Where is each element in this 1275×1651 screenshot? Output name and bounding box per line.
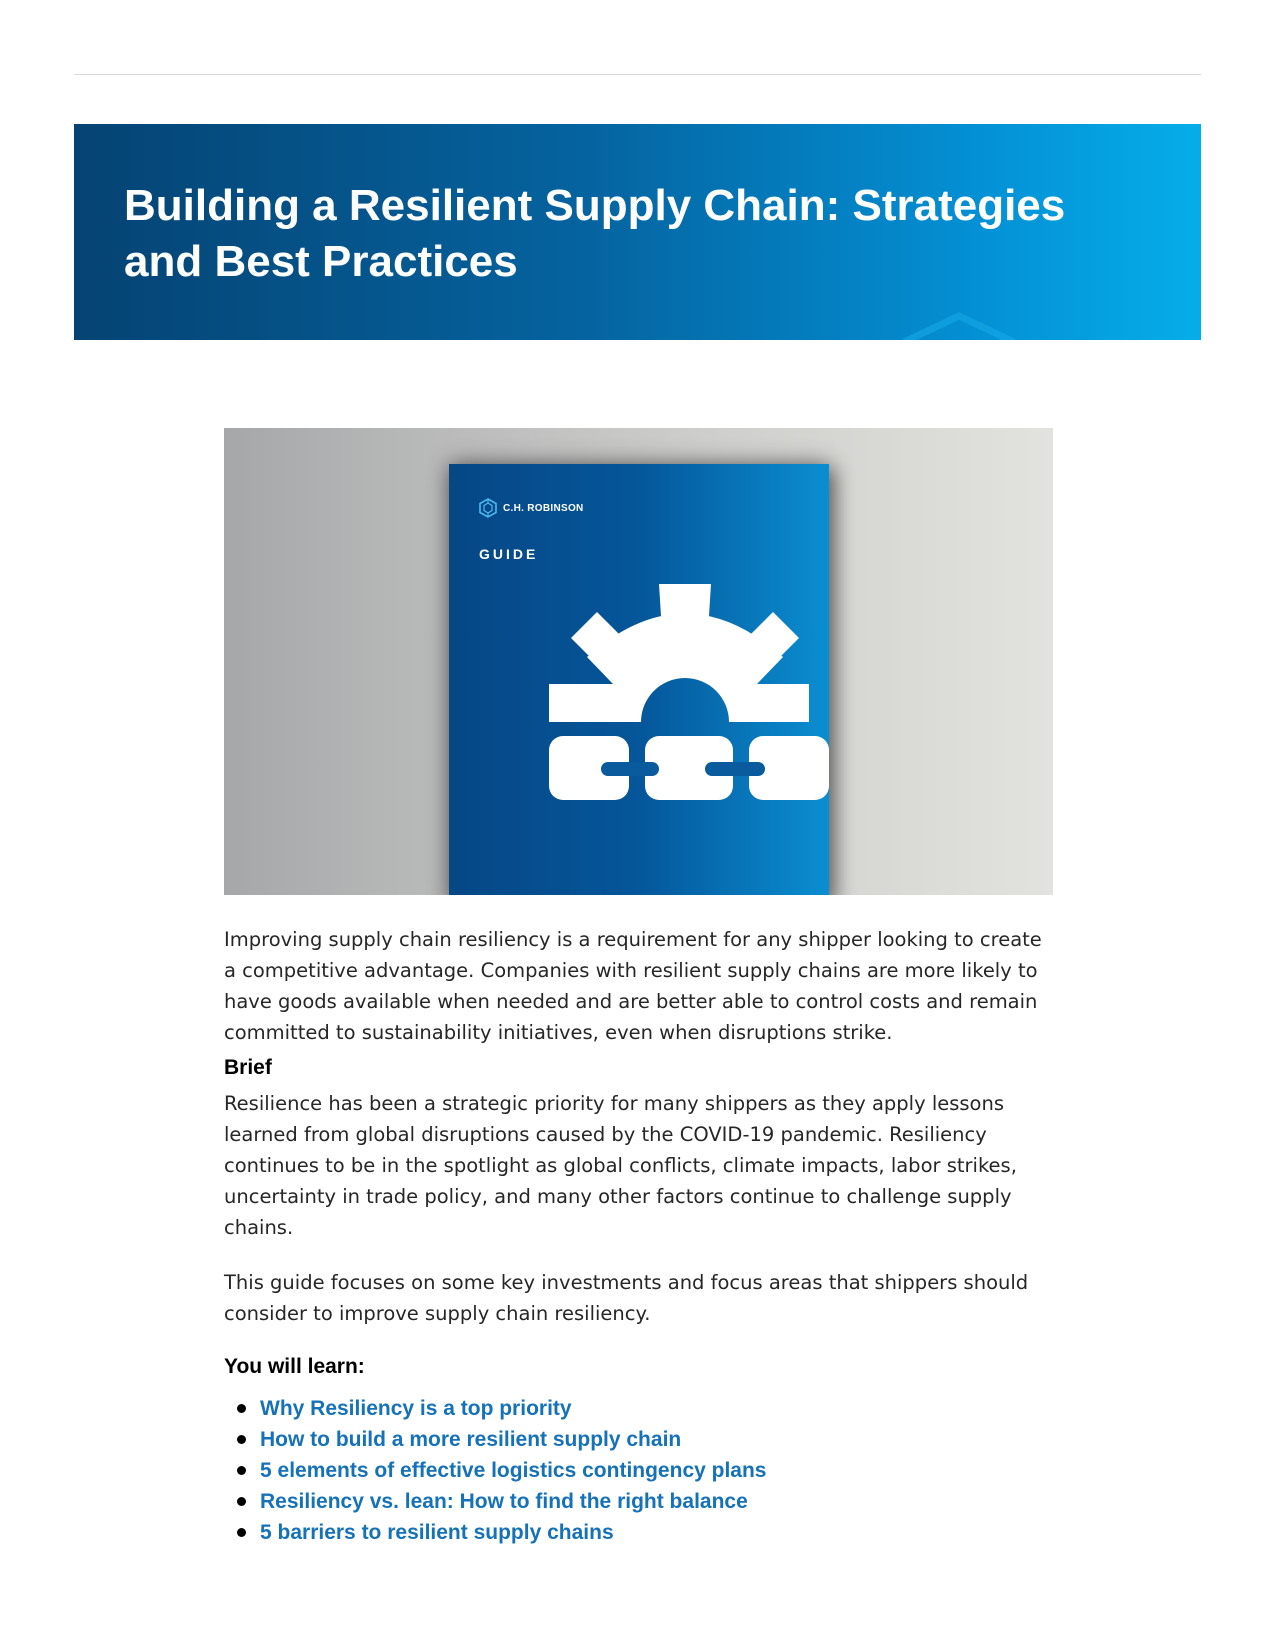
gear-chain-icon xyxy=(549,572,829,802)
guide-cover-image xyxy=(224,428,1053,895)
learn-link-barriers[interactable]: 5 barriers to resilient supply chains xyxy=(260,1521,614,1544)
guide-book xyxy=(449,464,829,895)
hexagon-logo-icon xyxy=(479,498,497,518)
list-item xyxy=(224,1393,1054,1424)
learn-link-build-resilient[interactable]: How to build a more resilient supply chain xyxy=(260,1428,682,1451)
chevron-decoration-icon xyxy=(884,312,1034,340)
intro-paragraph: Improving supply chain resiliency is a requirement for any shipper looking to create a competitive advantage. Companies with resilient supply chains are more likely to have goods available when needed and are better able to control costs and remain committed to sustainability initiatives, even when disruptions strike. xyxy=(224,928,1042,1044)
top-divider xyxy=(74,74,1201,75)
learn-list xyxy=(224,1393,1054,1548)
page-title: Building a Resilient Supply Chain: Strategies and Best Practices xyxy=(124,181,1066,286)
brief-heading: Brief xyxy=(224,1056,272,1079)
learn-link-resiliency-vs-lean[interactable]: Resiliency vs. lean: How to find the right balance xyxy=(260,1490,748,1513)
learn-heading: You will learn: xyxy=(224,1355,365,1378)
list-item xyxy=(224,1486,1054,1517)
brand-logo xyxy=(479,498,584,518)
brief-paragraph-1: Resilience has been a strategic priority for many shippers as they apply lessons learned from global disruptions caused by the COVID-19 pandemic. Resiliency continues to be in the spotlight as global conflicts, climate impacts, labor strikes, uncertainty in trade policy, and many other factors continue to challenge supply chains. xyxy=(224,1092,1017,1239)
bullet-icon xyxy=(237,1497,246,1506)
list-item xyxy=(224,1517,1054,1548)
article-body xyxy=(224,924,1054,1548)
bullet-icon xyxy=(237,1435,246,1444)
bullet-icon xyxy=(237,1404,246,1413)
brand-name: C.H. ROBINSON xyxy=(503,502,584,514)
learn-link-why-resiliency[interactable]: Why Resiliency is a top priority xyxy=(260,1397,572,1420)
hero-banner xyxy=(74,124,1201,340)
list-item xyxy=(224,1455,1054,1486)
bullet-icon xyxy=(237,1528,246,1537)
list-item xyxy=(224,1424,1054,1455)
bullet-icon xyxy=(237,1466,246,1475)
brief-paragraph-2: This guide focuses on some key investments and focus areas that shippers should consider to improve supply chain resiliency. xyxy=(224,1271,1029,1325)
guide-label: GUIDE xyxy=(479,546,539,562)
learn-link-contingency-plans[interactable]: 5 elements of effective logistics contingency plans xyxy=(260,1459,767,1482)
